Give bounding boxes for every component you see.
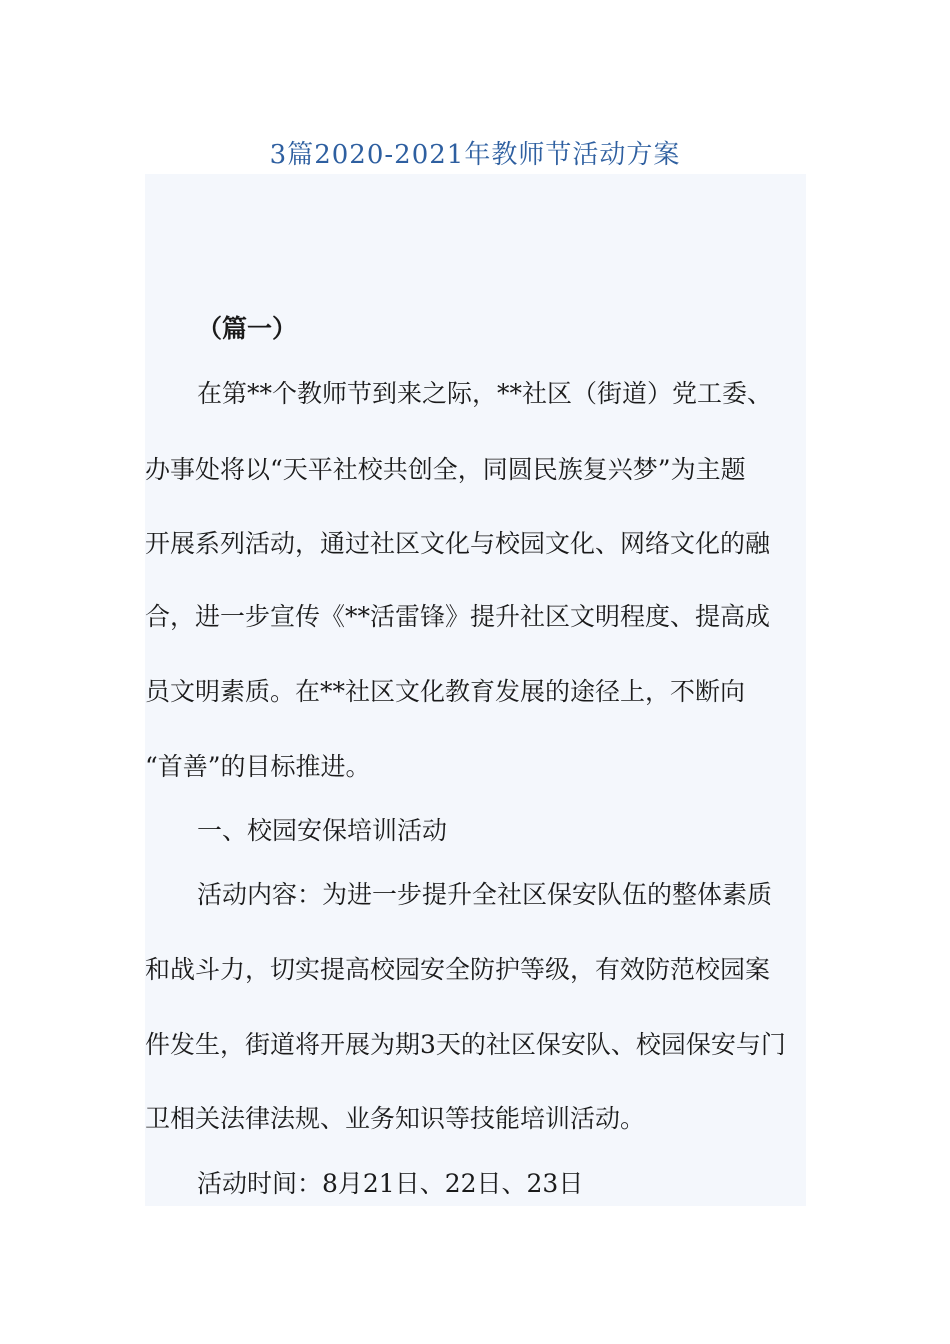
paragraph-line: 合，进一步宣传《**活雷锋》提升社区文明程度、提高成	[145, 602, 771, 631]
paragraph-line: 活动内容：为进一步提升全社区保安队伍的整体素质	[197, 880, 773, 909]
paragraph-line: 件发生，街道将开展为期3天的社区保安队、校园保安与门	[145, 1030, 786, 1059]
paragraph-line: 办事处将以“天平社校共创全，同圆民族复兴梦”为主题	[145, 455, 746, 484]
paragraph-line: 开展系列活动，通过社区文化与校园文化、网络文化的融	[145, 529, 771, 558]
page-title: 3篇2020-2021年教师节活动方案	[269, 140, 681, 170]
paragraph-line: “首善”的目标推进。	[145, 752, 371, 781]
paragraph-line: 在第**个教师节到来之际，**社区（街道）党工委、	[197, 379, 773, 408]
paragraph-line: 活动时间：8月21日、22日、23日	[197, 1169, 584, 1198]
section-heading: （篇一）	[197, 314, 298, 343]
paragraph-line: 卫相关法律法规、业务知识等技能培训活动。	[145, 1104, 646, 1133]
subsection-heading: 一、校园安保培训活动	[197, 816, 448, 845]
paragraph-line: 和战斗力，切实提高校园安全防护等级，有效防范校园案	[145, 955, 771, 984]
paragraph-line: 员文明素质。在**社区文化教育发展的途径上，不断向	[145, 677, 746, 706]
